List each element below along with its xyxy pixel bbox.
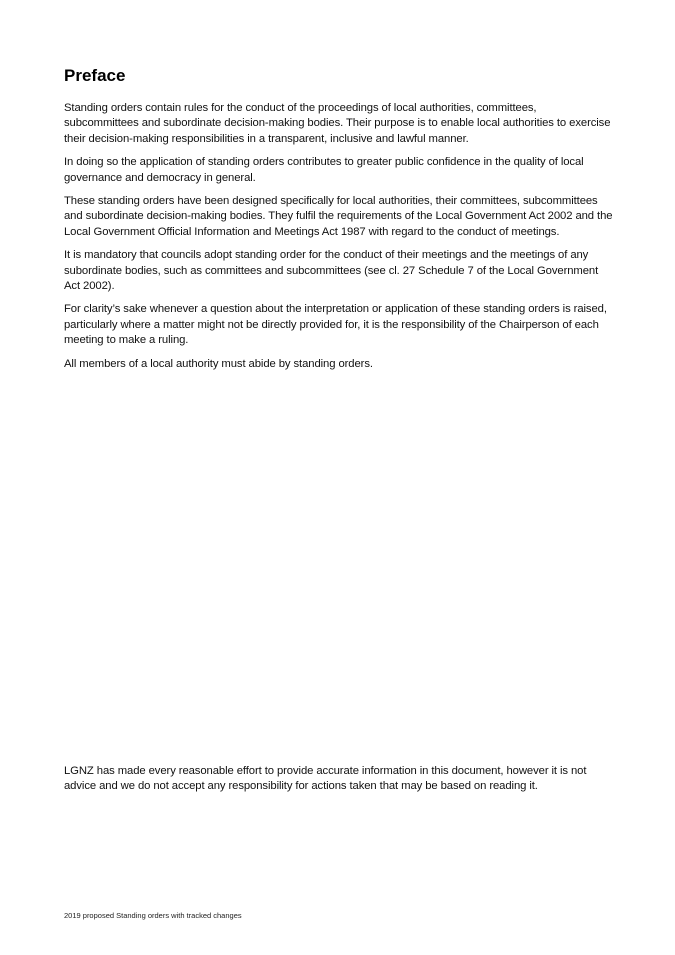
paragraph-public-confidence: In doing so the application of standing orders contributes to greater public confidence in the quality of local governance and democracy in general. <box>64 156 584 184</box>
paragraph-purpose: Standing orders contain rules for the conduct of the proceedings of local authorities, committees, subcommittees and subordinate decision-making bodies. Their purpose is to enable local authorities to exercise their decision-making responsibilities in a transparent, inclusive and lawful manner. <box>64 102 611 145</box>
page-footer: 2019 proposed Standing orders with tracked changes <box>64 911 242 920</box>
paragraph-mandatory: It is mandatory that councils adopt standing order for the conduct of their meetings and the meetings of any subordinate bodies, such as committees and subcommittees (see cl. 27 Schedule 7 of the Local Government Act 2002). <box>64 249 599 293</box>
preface-body <box>64 101 614 380</box>
paragraph-clarity: For clarity’s sake whenever a question about the interpretation or application of these standing orders is raised, particularly where a matter might not be directly provided for, it is the responsibility of the Chairperson of each meeting to make a ruling. <box>64 303 607 347</box>
disclaimer-text: LGNZ has made every reasonable effort to provide accurate information in this document, however it is not advice and we do not accept any responsibility for actions taken that may be based on reading it. <box>64 765 587 793</box>
paragraph-design: These standing orders have been designed specifically for local authorities, their committees, subcommittees and subordinate decision-making bodies. They fulfil the requirements of the Local Government Act 2002 and the Local Government Official Information and Meetings Act 1987 with regard to the conduct of meetings. <box>64 195 613 238</box>
paragraph-abide: All members of a local authority must abide by standing orders. <box>64 357 373 370</box>
page-title: Preface <box>64 66 126 85</box>
